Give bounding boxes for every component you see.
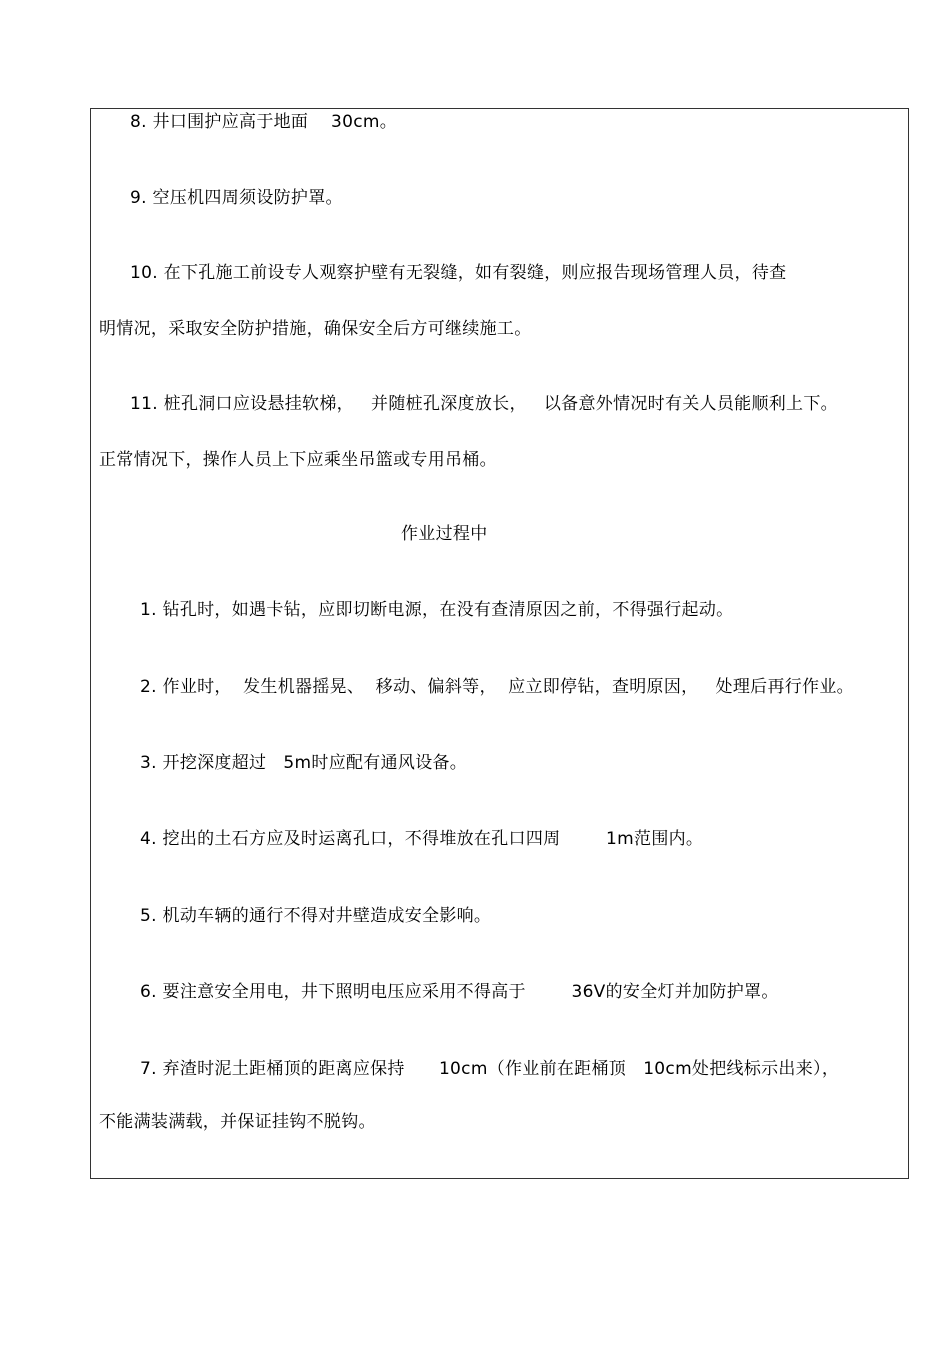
process-line-7-cont: 不能满装满载，并保证挂钩不脱钩。 <box>99 1112 376 1132</box>
rule-line-11: 11. 桩孔洞口应设悬挂软梯， 并随桩孔深度放长， 以备意外情况时有关人员能顺利上下。 <box>130 394 838 414</box>
process-line-5: 5. 机动车辆的通行不得对井壁造成安全影响。 <box>140 906 492 926</box>
rule-line-9: 9. 空压机四周须设防护罩。 <box>130 188 343 208</box>
rule-line-10-cont: 明情况，采取安全防护措施，确保安全后方可继续施工。 <box>99 319 532 339</box>
process-line-7: 7. 弃渣时泥土距桶顶的距离应保持 10cm（作业前在距桶顶 10cm处把线标示出来）， <box>140 1059 840 1079</box>
process-line-3: 3. 开挖深度超过 5m时应配有通风设备。 <box>140 753 468 773</box>
rule-line-8: 8. 井口围护应高于地面 30cm。 <box>130 112 398 132</box>
process-line-6: 6. 要注意安全用电，井下照明电压应采用不得高于 36V的安全灯并加防护罩。 <box>140 982 779 1002</box>
process-line-1: 1. 钻孔时，如遇卡钻，应即切断电源，在没有查清原因之前，不得强行起动。 <box>140 600 734 620</box>
process-line-2: 2. 作业时， 发生机器摇晃、 移动、偏斜等， 应立即停钻，查明原因， 处理后再行作业。 <box>140 677 854 697</box>
section-heading: 作业过程中 <box>401 524 488 544</box>
rule-line-10: 10. 在下孔施工前设专人观察护壁有无裂缝，如有裂缝，则应报告现场管理人员，待查 <box>130 263 787 283</box>
rule-line-11-cont: 正常情况下，操作人员上下应乘坐吊篮或专用吊桶。 <box>99 450 497 470</box>
process-line-4: 4. 挖出的土石方应及时运离孔口，不得堆放在孔口四周 1m范围内。 <box>140 829 704 849</box>
